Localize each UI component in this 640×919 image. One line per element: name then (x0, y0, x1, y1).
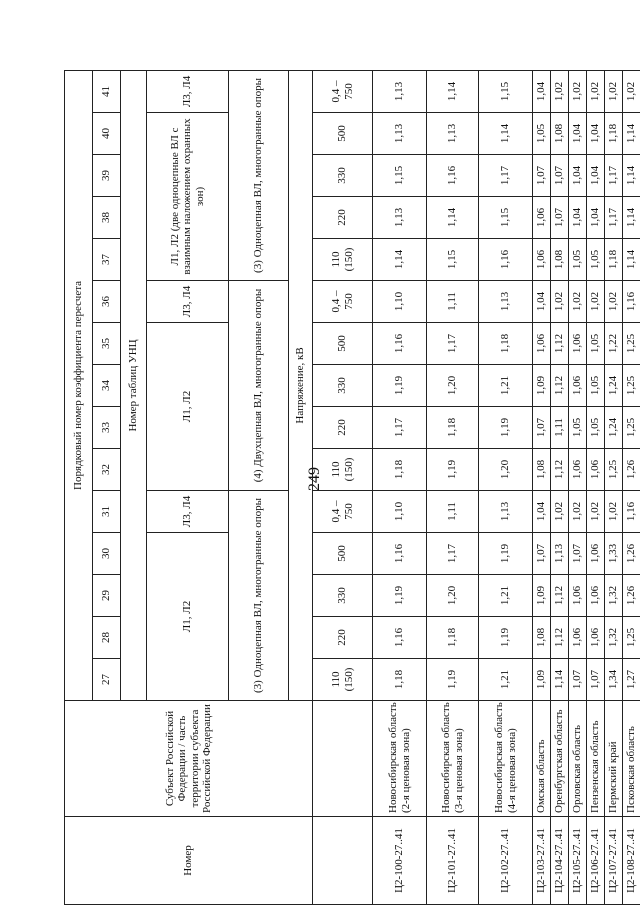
coef-value: 1,02 (551, 281, 569, 323)
coef-value: 1,04 (533, 70, 551, 112)
coef-value: 1,16 (373, 323, 427, 365)
coef-value: 1,14 (623, 239, 640, 281)
coef-value: 1,05 (587, 323, 605, 365)
coef-value: 1,06 (587, 533, 605, 575)
table-header (65, 70, 373, 904)
coef-value: 1,02 (605, 70, 623, 112)
coef-value: 1,33 (605, 533, 623, 575)
table-row (533, 70, 551, 904)
coef-value: 1,02 (551, 491, 569, 533)
coef-value: 1,17 (373, 407, 427, 449)
coef-value: 1,11 (427, 281, 479, 323)
coef-value: 1,24 (605, 365, 623, 407)
coef-value: 1,06 (533, 197, 551, 239)
coef-value: 1,18 (427, 407, 479, 449)
row-subject: Оренбургская область (551, 701, 569, 817)
voltage-cell: 0,4 – 750 (313, 491, 373, 533)
coef-value: 1,24 (605, 407, 623, 449)
coef-value: 1,11 (427, 491, 479, 533)
coef-value: 1,02 (569, 70, 587, 112)
col-number: 41 (93, 70, 121, 112)
table-row (605, 70, 623, 904)
coef-value: 1,02 (587, 281, 605, 323)
col-number: 28 (93, 617, 121, 659)
coef-value: 1,02 (623, 70, 640, 112)
table-ref: Л3, Л4 (147, 281, 229, 323)
coef-value: 1,12 (551, 617, 569, 659)
coef-value: 1,06 (569, 323, 587, 365)
table-ref: Л3, Л4 (147, 70, 229, 112)
coef-value: 1,02 (569, 281, 587, 323)
col-number: 34 (93, 365, 121, 407)
coef-value: 1,25 (623, 407, 640, 449)
coef-value: 1,09 (533, 365, 551, 407)
coef-value: 1,09 (533, 659, 551, 701)
coef-value: 1,07 (551, 155, 569, 197)
coef-value: 1,18 (373, 659, 427, 701)
coef-value: 1,17 (605, 155, 623, 197)
table-ref: Л1, Л2 (147, 323, 229, 491)
coef-value: 1,02 (587, 70, 605, 112)
coef-value: 1,26 (623, 575, 640, 617)
line-description: (3) Одноцепная ВЛ, многогранные опоры (229, 491, 289, 701)
col-number: 38 (93, 197, 121, 239)
col-number: 40 (93, 113, 121, 155)
voltage-cell: 110 (150) (313, 239, 373, 281)
coef-value: 1,12 (551, 449, 569, 491)
coef-value: 1,21 (479, 575, 533, 617)
col-number: 37 (93, 239, 121, 281)
coef-value: 1,14 (623, 197, 640, 239)
coef-value: 1,09 (533, 575, 551, 617)
coef-value: 1,26 (623, 449, 640, 491)
coef-value: 1,06 (569, 575, 587, 617)
coef-value: 1,07 (587, 659, 605, 701)
header-nomer: Номер (65, 817, 313, 905)
coef-value: 1,17 (605, 197, 623, 239)
coef-value: 1,32 (605, 575, 623, 617)
voltage-cell: 500 (313, 113, 373, 155)
coef-value: 1,25 (605, 449, 623, 491)
coef-value: 1,26 (623, 533, 640, 575)
row-id: Ц2-102-27..41 (479, 817, 533, 905)
coef-value: 1,15 (427, 239, 479, 281)
coef-value: 1,07 (533, 533, 551, 575)
coef-value: 1,10 (373, 281, 427, 323)
table-row (623, 70, 640, 904)
table-row (551, 70, 569, 904)
coef-value: 1,27 (623, 659, 640, 701)
row-id: Ц2-105-27..41 (569, 817, 587, 905)
coef-value: 1,06 (587, 449, 605, 491)
voltage-cell: 0,4 – 750 (313, 281, 373, 323)
coef-value: 1,15 (479, 197, 533, 239)
coef-value: 1,17 (427, 533, 479, 575)
coef-value: 1,07 (533, 407, 551, 449)
row-id: Ц2-107-27..41 (605, 817, 623, 905)
coef-value: 1,07 (551, 197, 569, 239)
coef-value: 1,04 (569, 113, 587, 155)
voltage-cell: 330 (313, 155, 373, 197)
coefficients-table (64, 70, 640, 905)
voltage-cell: 220 (313, 617, 373, 659)
coef-value: 1,05 (569, 407, 587, 449)
coef-value: 1,19 (479, 407, 533, 449)
coef-value: 1,13 (479, 281, 533, 323)
coef-value: 1,16 (623, 491, 640, 533)
coef-value: 1,25 (623, 323, 640, 365)
coef-value: 1,21 (479, 659, 533, 701)
col-number: 33 (93, 407, 121, 449)
row-id: Ц2-108-27..41 (623, 817, 640, 905)
coef-value: 1,05 (587, 407, 605, 449)
coef-value: 1,06 (569, 449, 587, 491)
row-subject: Псковская область (623, 701, 640, 817)
voltage-cell: 0,4 – 750 (313, 70, 373, 112)
coef-value: 1,14 (551, 659, 569, 701)
coef-value: 1,20 (427, 575, 479, 617)
line-description: (3) Одноцепная ВЛ, многогранные опоры (229, 70, 289, 280)
coef-value: 1,04 (587, 155, 605, 197)
coef-value: 1,19 (427, 659, 479, 701)
coef-value: 1,06 (569, 365, 587, 407)
coef-value: 1,13 (427, 113, 479, 155)
coef-value: 1,14 (427, 70, 479, 112)
coef-value: 1,05 (587, 239, 605, 281)
coef-value: 1,15 (373, 155, 427, 197)
row-id: Ц2-106-27..41 (587, 817, 605, 905)
table-ref: Л1, Л2 (две одноцепные ВЛ с взаимным наложением охранных зон) (147, 113, 229, 281)
coef-value: 1,08 (551, 239, 569, 281)
coef-value: 1,25 (623, 365, 640, 407)
voltages-row (313, 70, 373, 904)
header-coef: Порядковый номер коэффициента пересчета (65, 70, 93, 700)
coef-value: 1,13 (373, 197, 427, 239)
row-subject: Новосибирская область (3-я ценовая зона) (427, 701, 479, 817)
coef-value: 1,06 (587, 617, 605, 659)
coef-value: 1,12 (551, 323, 569, 365)
coef-value: 1,21 (479, 365, 533, 407)
coef-value: 1,02 (587, 491, 605, 533)
voltage-cell: 330 (313, 365, 373, 407)
row-subject: Новосибирская область (2-я ценовая зона) (373, 701, 427, 817)
coef-value: 1,04 (533, 281, 551, 323)
coef-value: 1,22 (605, 323, 623, 365)
coef-value: 1,25 (623, 617, 640, 659)
col-number: 31 (93, 491, 121, 533)
row-id: Ц2-103-27..41 (533, 817, 551, 905)
header-subject: Субъект Российской Федерации / часть территории субъекта Российской Федерации (65, 701, 313, 817)
coef-value: 1,13 (479, 491, 533, 533)
coef-value: 1,08 (551, 113, 569, 155)
table-row (373, 70, 427, 904)
col-number: 39 (93, 155, 121, 197)
coef-value: 1,20 (479, 449, 533, 491)
coef-value: 1,19 (373, 365, 427, 407)
coef-value: 1,13 (551, 533, 569, 575)
coef-value: 1,34 (605, 659, 623, 701)
col-number: 27 (93, 659, 121, 701)
voltage-cell: 330 (313, 575, 373, 617)
coef-value: 1,02 (605, 491, 623, 533)
coef-value: 1,04 (569, 197, 587, 239)
coef-value: 1,12 (551, 365, 569, 407)
table-row (569, 70, 587, 904)
coef-value: 1,06 (569, 617, 587, 659)
coef-value: 1,19 (427, 449, 479, 491)
col-number: 35 (93, 323, 121, 365)
voltage-cell: 500 (313, 323, 373, 365)
coef-value: 1,14 (427, 197, 479, 239)
voltage-cell: 500 (313, 533, 373, 575)
coef-value: 1,08 (533, 617, 551, 659)
voltage-cell: 110 (150) (313, 449, 373, 491)
coef-value: 1,05 (587, 365, 605, 407)
coef-value: 1,02 (551, 70, 569, 112)
coef-value: 1,08 (533, 449, 551, 491)
page-number: 249 (306, 467, 323, 491)
table-row (479, 70, 533, 904)
row-id: Ц2-101-27..41 (427, 817, 479, 905)
voltage-cell: 110 (150) (313, 659, 373, 701)
row-subject: Омская область (533, 701, 551, 817)
rotated-table-container (64, 75, 638, 905)
coef-value: 1,14 (373, 239, 427, 281)
coef-value: 1,16 (623, 281, 640, 323)
coef-value: 1,14 (623, 155, 640, 197)
coef-value: 1,19 (479, 617, 533, 659)
coef-value: 1,18 (373, 449, 427, 491)
coef-value: 1,04 (533, 491, 551, 533)
coef-value: 1,16 (427, 155, 479, 197)
coef-value: 1,12 (551, 575, 569, 617)
coef-value: 1,07 (569, 659, 587, 701)
coef-value: 1,18 (427, 617, 479, 659)
coef-value: 1,04 (587, 113, 605, 155)
coef-value: 1,05 (533, 113, 551, 155)
coef-value: 1,04 (587, 197, 605, 239)
table-body (373, 70, 640, 904)
coef-value: 1,20 (427, 365, 479, 407)
coef-value: 1,18 (605, 113, 623, 155)
coef-value: 1,19 (373, 575, 427, 617)
header-voltage: Напряжение, кВ (289, 70, 313, 700)
coef-value: 1,07 (533, 155, 551, 197)
row-subject: Пензенская область (587, 701, 605, 817)
coef-value: 1,02 (569, 491, 587, 533)
coef-value: 1,06 (533, 239, 551, 281)
coef-value: 1,17 (427, 323, 479, 365)
coef-value: 1,06 (587, 575, 605, 617)
coef-value: 1,13 (373, 70, 427, 112)
coef-value: 1,16 (373, 617, 427, 659)
header-unc-table: Номер таблиц УНЦ (121, 70, 147, 700)
coef-value: 1,02 (605, 281, 623, 323)
coef-value: 1,14 (623, 113, 640, 155)
col-number: 32 (93, 449, 121, 491)
coef-value: 1,16 (479, 239, 533, 281)
table-row (587, 70, 605, 904)
coef-value: 1,14 (479, 113, 533, 155)
col-number: 30 (93, 533, 121, 575)
row-id: Ц2-100-27..41 (373, 817, 427, 905)
coef-value: 1,15 (479, 70, 533, 112)
row-subject: Орловская область (569, 701, 587, 817)
coef-value: 1,04 (569, 155, 587, 197)
coef-value: 1,11 (551, 407, 569, 449)
coef-value: 1,16 (373, 533, 427, 575)
table-row (427, 70, 479, 904)
row-subject: Пермский край (605, 701, 623, 817)
table-ref: Л1, Л2 (147, 533, 229, 701)
coef-value: 1,32 (605, 617, 623, 659)
col-number: 29 (93, 575, 121, 617)
coef-value: 1,18 (479, 323, 533, 365)
coef-value: 1,19 (479, 533, 533, 575)
coef-value: 1,05 (569, 239, 587, 281)
table-ref: Л3, Л4 (147, 491, 229, 533)
coef-value: 1,10 (373, 491, 427, 533)
coef-value: 1,13 (373, 113, 427, 155)
line-description: (4) Двухцепная ВЛ, многогранные опоры (229, 281, 289, 491)
row-id: Ц2-104-27..41 (551, 817, 569, 905)
coef-value: 1,17 (479, 155, 533, 197)
coef-value: 1,18 (605, 239, 623, 281)
row-subject: Новосибирская область (4-я ценовая зона) (479, 701, 533, 817)
voltage-cell: 220 (313, 407, 373, 449)
coef-value: 1,06 (533, 323, 551, 365)
col-number: 36 (93, 281, 121, 323)
coef-value: 1,07 (569, 533, 587, 575)
voltage-cell: 220 (313, 197, 373, 239)
